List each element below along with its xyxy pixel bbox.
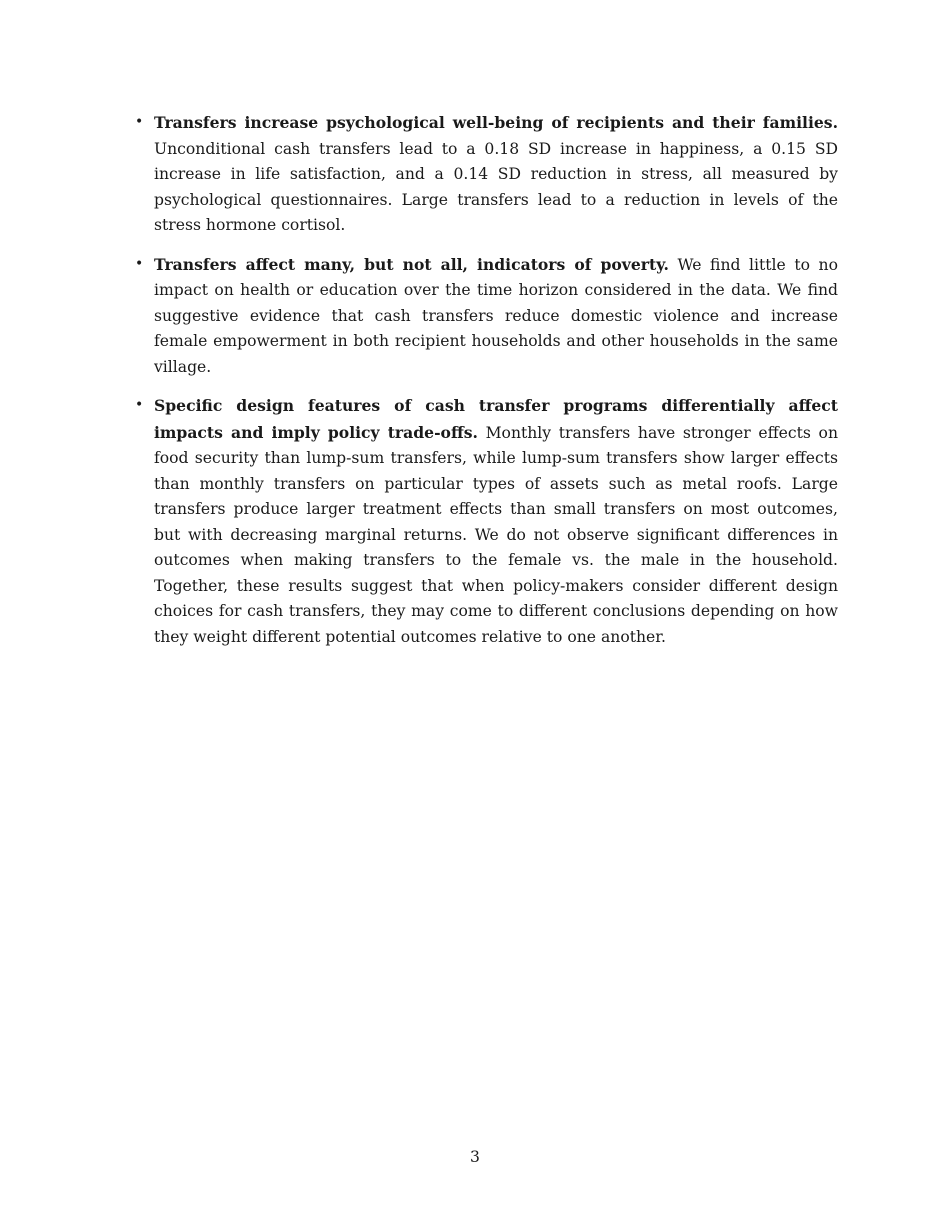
finding-heading: Transfers affect many, but not all, indicators of poverty. [154,254,669,274]
finding-psychological-wellbeing [135,110,838,239]
bullet-marker: • [135,255,144,272]
finding-poverty-indicators [135,252,838,381]
findings-list [135,110,838,663]
finding-text: Monthly transfers have stronger effects on food security than lump-sum transfers, while lump-sum transfers show larger effects than monthly transfers on particular types of assets such as metal roofs. Large transfers produce larger treatment effects than small transfers on most outcomes, but with decreasing marginal returns. We do not observe significant differences in outcomes when making transfers to the female vs. the male in the household. Together, these results suggest that when policy-makers consider different design choices for cash transfers, they may come to different conclusions depending on how they weight different potential outcomes relative to one another. [154,423,838,646]
finding-design-features [135,393,838,650]
bullet-marker: • [135,114,144,130]
finding-heading: Specific design features of cash transfer programs differentially affect impacts and imply policy trade-offs. [154,396,838,442]
page-number: 3 [470,1148,480,1166]
finding-heading: Transfers increase psychological well-being of recipients and their families. [154,113,838,132]
finding-text: Unconditional cash transfers lead to a 0.18 SD increase in happiness, a 0.15 SD increase in life satisfaction, and a 0.14 SD reduction in stress, all measured by psychological questionnaires. Large transfers lead to a reduction in levels of the stress hormone cortisol. [154,139,838,234]
bullet-marker: • [135,397,144,413]
finding-text: We find little to no impact on health or education over the time horizon considered in the data. We find suggestive evidence that cash transfers reduce domestic violence and increase female empowerment in both recipient households and other households in the same village. [154,255,838,376]
